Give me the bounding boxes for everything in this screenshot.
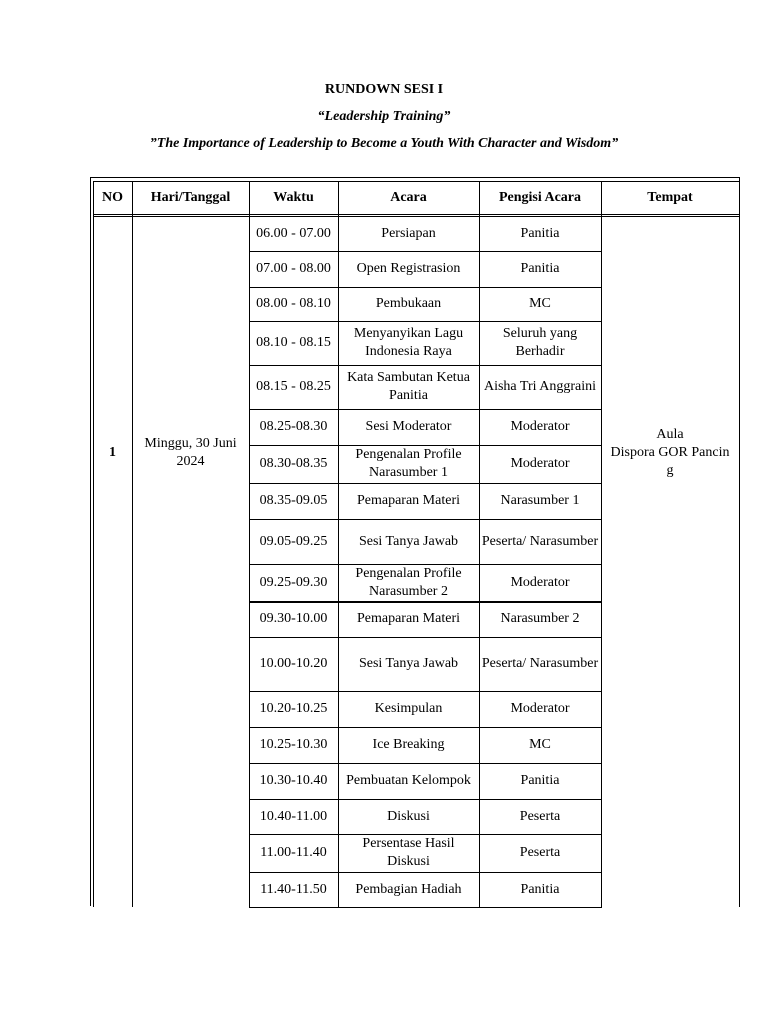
event-cell: Sesi Tanya Jawab: [358, 656, 459, 671]
table-inner-right-rule: [739, 181, 740, 907]
presenter-cell: Peserta/ Narasumber: [481, 656, 599, 671]
presenter-cell: Panitia: [520, 881, 560, 897]
venue-text: Dispora GOR Pancin: [610, 445, 730, 460]
presenter-cell: Seluruh yang Berhadir: [502, 326, 578, 359]
event-cell: Pengenalan Profile Narasumber 1: [355, 447, 462, 480]
time-cell: 08.30-08.35: [259, 456, 328, 471]
presenter-cell: MC: [529, 296, 551, 311]
presenter-cell: Narasumber 1: [500, 493, 580, 508]
time-cell: 07.00 - 08.00: [256, 261, 331, 276]
header-no: NO: [102, 190, 123, 205]
presenter-cell: Panitia: [520, 773, 560, 788]
presenter-cell: Peserta: [519, 845, 561, 860]
event-cell: Sesi Moderator: [365, 419, 452, 434]
event-cell: Ice Breaking: [372, 737, 445, 752]
presenter-cell: Panitia: [520, 261, 560, 276]
header-date: Hari/Tanggal: [150, 190, 231, 205]
time-cell: 09.25-09.30: [259, 574, 328, 590]
presenter-cell: Moderator: [510, 574, 570, 590]
time-cell: 10.25-10.30: [259, 737, 328, 752]
presenter-cell: Peserta: [519, 808, 561, 824]
body-column-rule: [338, 215, 339, 907]
venue-cell: [601, 215, 739, 691]
presenter-cell: Aisha Tri Anggraini: [483, 379, 596, 394]
session-date: Minggu, 30 Juni 2024: [144, 436, 237, 469]
time-cell: 10.00-10.20: [259, 656, 328, 671]
time-cell: 11.40-11.50: [260, 881, 327, 897]
row-number: 1: [109, 445, 116, 460]
presenter-cell: Narasumber 2: [500, 611, 580, 626]
event-cell: Open Registrasion: [356, 261, 461, 276]
event-cell: Pemaparan Materi: [356, 611, 460, 626]
document-subtitle: “Leadership Training”: [317, 109, 451, 124]
event-cell: Kata Sambutan Ketua Panitia: [347, 370, 470, 403]
header-place: Tempat: [647, 190, 693, 205]
header-presenter: Pengisi Acara: [498, 190, 582, 205]
time-cell: 09.05-09.25: [259, 533, 328, 549]
presenter-cell: Panitia: [520, 226, 560, 241]
presenter-cell: MC: [529, 737, 551, 752]
event-cell: Pembuatan Kelompok: [346, 773, 471, 788]
document-title: RUNDOWN SESI I: [324, 82, 444, 97]
presenter-cell: Moderator: [510, 419, 570, 434]
venue-text: Aula: [656, 427, 684, 442]
rundown-table: [90, 177, 740, 906]
time-cell: 08.25-08.30: [259, 419, 328, 434]
time-cell: 10.40-11.00: [259, 808, 328, 824]
event-cell: Menyanyikan Lagu Indonesia Raya: [353, 326, 464, 359]
time-cell: 08.15 - 08.25: [256, 379, 331, 394]
event-cell: Sesi Tanya Jawab: [358, 533, 459, 549]
row-rule: [249, 907, 602, 908]
event-cell: Persiapan: [381, 226, 436, 241]
time-cell: 10.30-10.40: [259, 773, 328, 788]
presenter-cell: Moderator: [510, 701, 570, 716]
event-cell: Persentase Hasil Diskusi: [362, 836, 455, 869]
time-cell: 09.30-10.00: [259, 611, 328, 626]
time-cell: 08.35-09.05: [259, 493, 328, 508]
time-cell: 08.10 - 08.15: [256, 335, 331, 350]
event-cell: Pemaparan Materi: [356, 493, 460, 508]
time-cell: 10.20-10.25: [259, 701, 328, 716]
event-cell: Pembukaan: [375, 296, 442, 311]
time-cell: 06.00 - 07.00: [256, 226, 331, 241]
header-time: Waktu: [273, 190, 314, 205]
time-cell: 08.00 - 08.10: [256, 296, 331, 311]
venue-text: g: [666, 463, 674, 478]
time-cell: 11.00-11.40: [260, 845, 327, 860]
event-cell: Kesimpulan: [374, 701, 443, 716]
event-cell: Pengenalan Profile Narasumber 2: [355, 565, 462, 599]
document-theme: ”The Importance of Leadership to Become a Youth With Character and Wisdom”: [149, 136, 619, 151]
presenter-cell: Peserta/ Narasumber: [481, 533, 599, 549]
presenter-cell: Moderator: [510, 456, 570, 471]
header-event: Acara: [390, 190, 427, 205]
body-column-rule: [479, 215, 480, 907]
event-cell: Pembagian Hadiah: [355, 881, 462, 897]
event-cell: Diskusi: [387, 808, 430, 824]
